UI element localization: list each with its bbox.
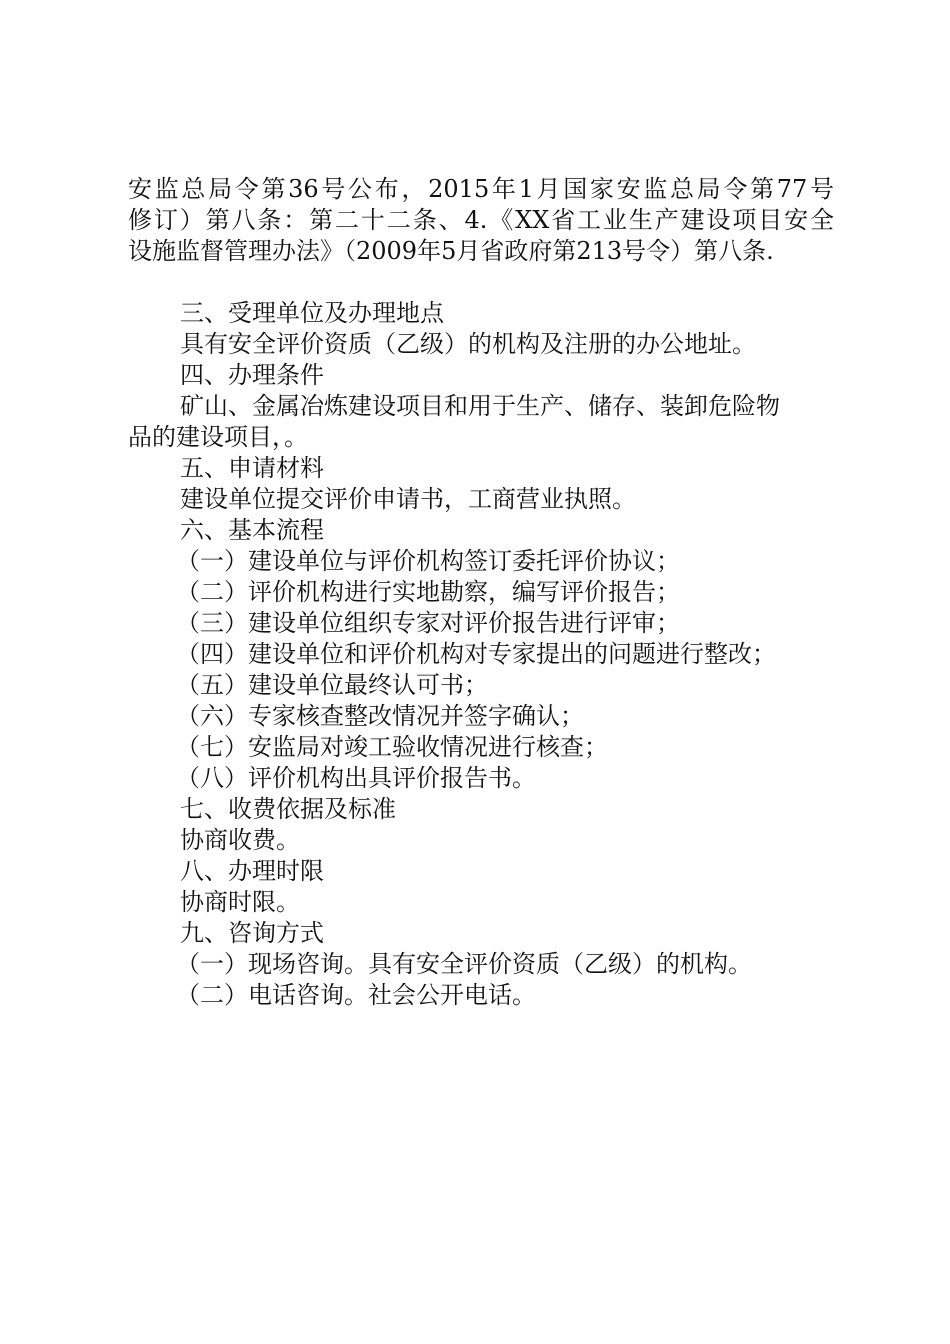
paragraph-gap [128, 267, 834, 298]
section-heading-7: 七、收费依据及标准 [180, 795, 396, 823]
section-body-line: 品的建设项目，。 [128, 423, 308, 451]
list-item: （一）建设单位与评价机构签订委托评价协议； [176, 547, 680, 575]
list-item: （四）建设单位和评价机构对专家提出的问题进行整改； [176, 640, 776, 668]
list-item: （六）专家核查整改情况并签字确认； [176, 702, 584, 730]
section-heading-9: 九、咨询方式 [180, 919, 324, 947]
list-item: （二）评价机构进行实地勘察，编写评价报告； [176, 578, 680, 606]
list-item: （七）安监局对竣工验收情况进行核查； [176, 733, 608, 761]
intro-line: 设施监督管理办法》（2009年5月省政府第213号令）第八条. [128, 237, 774, 265]
list-item: （二）电话咨询。社会公开电话。 [176, 981, 536, 1009]
intro-line: 修订）第八条：第二十二条、4.《XX省工业生产建设项目安全 [128, 206, 834, 234]
section-heading-8: 八、办理时限 [180, 857, 324, 885]
section-body-line: 协商收费。 [180, 826, 300, 854]
section-heading-4: 四、办理条件 [180, 361, 324, 389]
list-item: （五）建设单位最终认可书； [176, 671, 488, 699]
intro-paragraph [128, 174, 834, 267]
section-body-line: 协商时限。 [180, 888, 300, 916]
list-item: （八）评价机构出具评价报告书。 [176, 764, 536, 792]
list-item: （一）现场咨询。具有安全评价资质（乙级）的机构。 [176, 950, 752, 978]
list-item: （三）建设单位组织专家对评价报告进行评审； [176, 609, 680, 637]
section-body-line: 矿山、金属冶炼建设项目和用于生产、储存、装卸危险物 [180, 392, 780, 420]
document-body [128, 174, 834, 1011]
section-heading-3: 三、受理单位及办理地点 [180, 299, 444, 327]
section-heading-6: 六、基本流程 [180, 516, 324, 544]
section-body-line: 建设单位提交评价申请书，工商营业执照。 [180, 485, 636, 513]
section-body-line: 具有安全评价资质（乙级）的机构及注册的办公地址。 [180, 330, 756, 358]
section-heading-5: 五、申请材料 [180, 454, 324, 482]
intro-line: 安监总局令第36号公布，2015年1月国家安监总局令第77号 [128, 175, 834, 203]
